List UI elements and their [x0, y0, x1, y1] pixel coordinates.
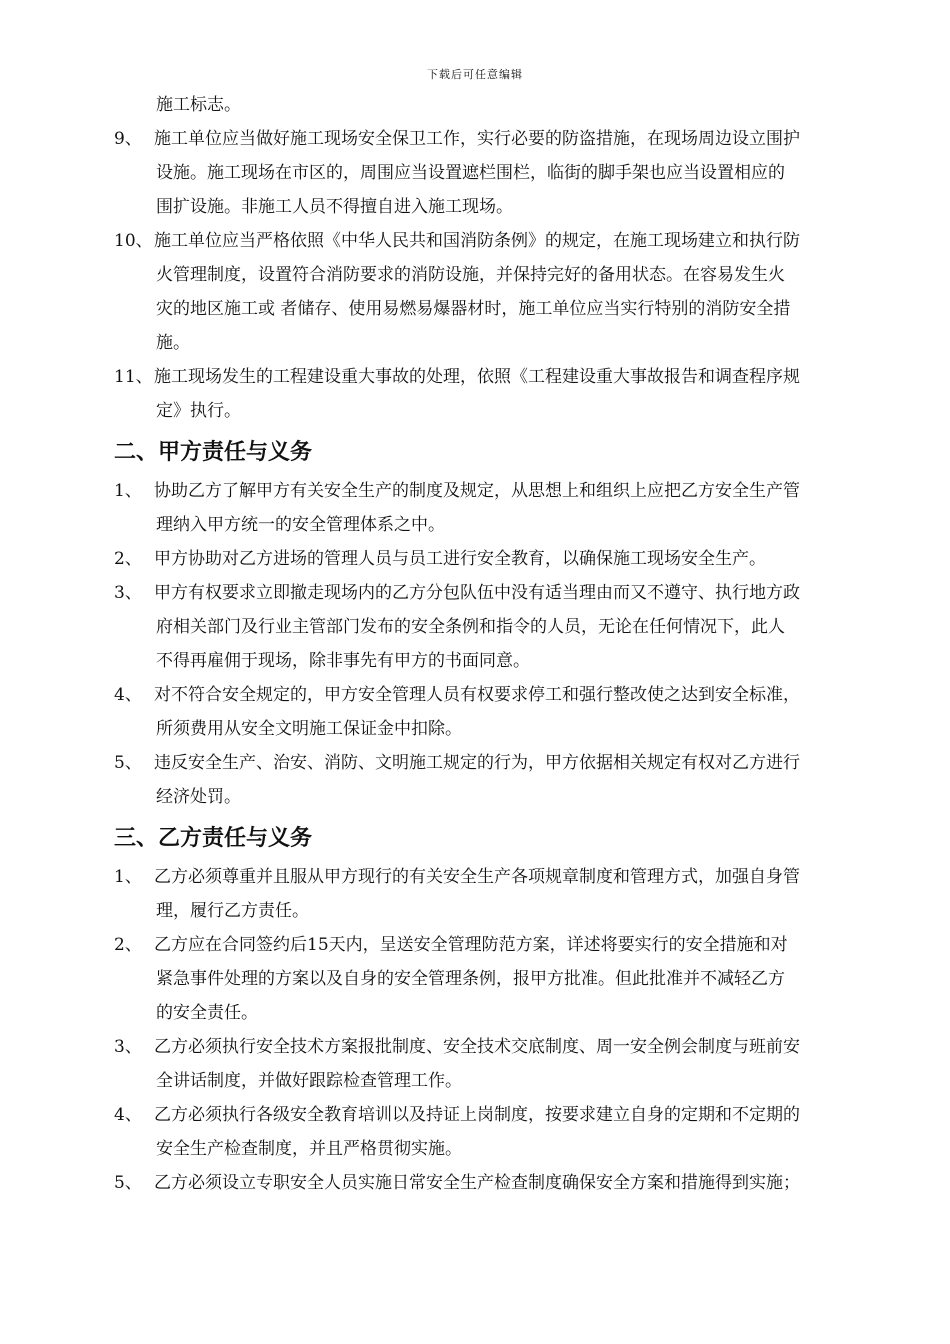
continuation-line: 安全生产检查制度，并且严格贯彻实施。 [156, 1139, 462, 1159]
continuation-line: 理纳入甲方统一的安全管理体系之中。 [156, 515, 445, 535]
item-number: 4、 [114, 685, 142, 705]
item-number: 3、 [114, 583, 142, 603]
list-item [114, 122, 894, 156]
list-item [114, 860, 894, 894]
continuation-line: 施工标志。 [156, 95, 241, 115]
item-number: 1、 [114, 481, 142, 501]
continuation-line: 设施。施工现场在市区的，周围应当设置遮栏围栏，临街的脚手架也应当设置相应的 [156, 163, 785, 183]
item-text: 乙方必须尊重并且服从甲方现行的有关安全生产各项规章制度和管理方式，加强自身管 [154, 867, 800, 887]
continuation-line: 灾的地区施工或 者储存、使用易燃易爆器材时，施工单位应当实行特别的消防安全措 [156, 299, 791, 319]
item-number: 5、 [114, 753, 142, 773]
item-number: 3、 [114, 1037, 142, 1057]
item-number: 11、 [114, 367, 153, 387]
document-body [114, 88, 894, 1200]
continuation-line: 紧急事件处理的方案以及自身的安全管理条例，报甲方批准。但此批准并不减轻乙方 [156, 969, 785, 989]
list-item [114, 678, 894, 712]
continuation-line: 经济处罚。 [156, 787, 241, 807]
list-item [114, 1166, 894, 1200]
item-text: 施工单位应当做好施工现场安全保卫工作，实行必要的防盗措施，在现场周边设立围护 [154, 129, 800, 149]
continuation-line: 理，履行乙方责任。 [156, 901, 309, 921]
item-number: 10、 [114, 231, 153, 251]
item-text: 对不符合安全规定的，甲方安全管理人员有权要求停工和强行整改使之达到安全标准， [154, 685, 800, 705]
item-number: 2、 [114, 549, 142, 569]
item-text: 甲方协助对乙方进场的管理人员与员工进行安全教育，以确保施工现场安全生产。 [154, 549, 766, 569]
item-text: 施工单位应当严格依照《中华人民共和国消防条例》的规定，在施工现场建立和执行防 [154, 231, 800, 251]
list-item [114, 542, 894, 576]
item-text: 违反安全生产、治安、消防、文明施工规定的行为，甲方依据相关规定有权对乙方进行 [154, 753, 800, 773]
list-item [114, 746, 894, 780]
list-item [114, 1098, 894, 1132]
item-text: 乙方必须执行各级安全教育培训以及持证上岗制度，按要求建立自身的定期和不定期的 [154, 1105, 800, 1125]
continuation-line: 的安全责任。 [156, 1003, 258, 1023]
item-text: 协助乙方了解甲方有关安全生产的制度及规定，从思想上和组织上应把乙方安全生产管 [154, 481, 800, 501]
section-heading: 三、乙方责任与义务 [114, 826, 313, 851]
item-number: 9、 [114, 129, 142, 149]
list-item [114, 928, 894, 962]
list-item [114, 224, 894, 258]
item-number: 1、 [114, 867, 142, 887]
continuation-line: 全讲话制度，并做好跟踪检查管理工作。 [156, 1071, 462, 1091]
item-text: 施工现场发生的工程建设重大事故的处理，依照《工程建设重大事故报告和调查程序规 [154, 367, 800, 387]
list-item [114, 576, 894, 610]
continuation-line: 府相关部门及行业主管部门发布的安全条例和指令的人员，无论在任何情况下，此人 [156, 617, 785, 637]
continuation-line: 火管理制度，设置符合消防要求的消防设施，并保持完好的备用状态。在容易发生火 [156, 265, 785, 285]
page-header: 下载后可任意编辑 [427, 68, 523, 81]
item-text: 乙方必须设立专职安全人员实施日常安全生产检查制度确保安全方案和措施得到实施； [154, 1173, 800, 1193]
continuation-line: 定》执行。 [156, 401, 241, 421]
item-text: 甲方有权要求立即撤走现场内的乙方分包队伍中没有适当理由而又不遵守、执行地方政 [154, 583, 800, 603]
section-heading: 二、甲方责任与义务 [114, 440, 313, 465]
item-number: 4、 [114, 1105, 142, 1125]
list-item [114, 474, 894, 508]
item-number: 2、 [114, 935, 142, 955]
continuation-line: 不得再雇佣于现场，除非事先有甲方的书面同意。 [156, 651, 530, 671]
item-text: 乙方应在合同签约后15天内，呈送安全管理防范方案，详述将要实行的安全措施和对 [154, 935, 788, 955]
continuation-line: 围扩设施。非施工人员不得擅自进入施工现场。 [156, 197, 513, 217]
continuation-line: 所须费用从安全文明施工保证金中扣除。 [156, 719, 462, 739]
list-item [114, 360, 894, 394]
item-number: 5、 [114, 1173, 142, 1193]
list-item [114, 1030, 894, 1064]
continuation-line: 施。 [156, 333, 190, 353]
item-text: 乙方必须执行安全技术方案报批制度、安全技术交底制度、周一安全例会制度与班前安 [154, 1037, 800, 1057]
